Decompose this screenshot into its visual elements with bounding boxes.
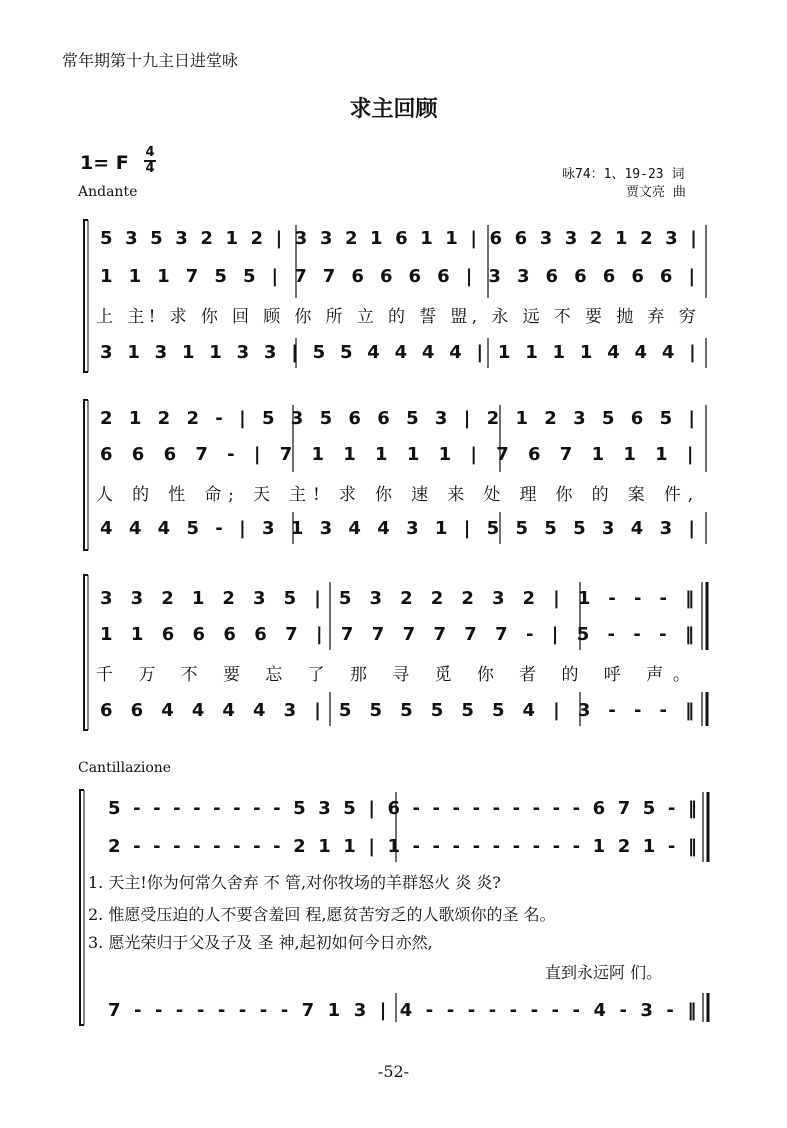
verse-2: 2. 惟愿受压迫的人不要含羞回 程,愿贫苦穷乏的人歌颂你的圣 名。 — [88, 905, 556, 924]
bass-line-2: 4 4 4 5 - | 3 1 3 4 4 3 1 | 5 5 5 5 3 4 3 | — [100, 518, 700, 539]
cantillation-middle-line: 2 - - - - - - - - 2 1 1 | 1 - - - - - - - - - 1 2 1 - ‖ — [108, 836, 700, 857]
lyrics-line-1: 上 主! 求 你 回 顾 你 所 立 的 誓 盟, 永 远 不 要 抛 弃 穷 — [96, 307, 700, 327]
hymn-category-header: 常年期第十九主日进堂咏 — [62, 51, 239, 70]
alto-line-2: 6 6 6 7 - | 7 1 1 1 1 1 | 7 6 7 1 1 1 | — [100, 444, 700, 465]
music-credit: 贾文亮 曲 — [626, 185, 686, 200]
tempo-marking: Andante — [78, 184, 138, 200]
alto-line-1: 1 1 1 7 5 5 | 7 7 6 6 6 6 | 3 3 6 6 6 6 6 | — [100, 266, 700, 287]
alto-line-3: 1 1 6 6 6 6 7 | 7 7 7 7 7 7 - | 5 - - - ‖ — [100, 624, 700, 645]
time-signature-bottom: 4 — [145, 161, 155, 176]
cantillation-upper-line: 5 - - - - - - - - 5 3 5 | 6 - - - - - - - - - 6 7 5 - ‖ — [108, 798, 700, 819]
soprano-line-1: 5 3 5 3 2 1 2 | 3 3 2 1 6 1 1 | 6 6 3 3 2 1 2 3 | — [100, 228, 700, 249]
bass-line-3: 6 6 4 4 4 4 3 | 5 5 5 5 5 5 4 | 3 - - - ‖ — [100, 700, 700, 721]
soprano-line-3: 3 3 2 1 2 3 5 | 5 3 2 2 2 3 2 | 1 - - - ‖ — [100, 588, 700, 609]
lyrics-line-2: 人 的 性 命; 天 主! 求 你 速 来 处 理 你 的 案 件, — [96, 485, 700, 505]
verse-3: 3. 愿光荣归于父及子及 圣 神,起初如何今日亦然, — [88, 933, 433, 952]
key-signature: 1= F — [80, 152, 129, 174]
verse-1: 1. 天主!你为何常久舍弃 不 管,对你牧场的羊群怒火 炎 炎? — [88, 873, 501, 892]
bass-line-1: 3 1 3 1 1 3 3 | 5 5 4 4 4 4 | 1 1 1 1 4 4 4 | — [100, 342, 700, 363]
time-signature-top: 4 — [145, 145, 155, 160]
page-number: -52- — [377, 1062, 410, 1081]
page-title: 求主回顾 — [349, 96, 438, 122]
cantillation-label: Cantillazione — [78, 760, 172, 776]
soprano-line-2: 2 1 2 2 - | 5 3 5 6 6 5 3 | 2 1 2 3 5 6 5 | — [100, 408, 700, 429]
lyrics-line-3: 千 万 不 要 忘 了 那 寻 觅 你 者 的 呼 声。 — [96, 665, 700, 685]
cantillation-lower-line: 7 - - - - - - - - 7 1 3 | 4 - - - - - - - - 4 - 3 - ‖ — [108, 1000, 700, 1021]
doxology-ending: 直到永远阿 们。 — [545, 963, 663, 982]
words-credit: 咏74：1、19-23 词 — [562, 167, 685, 182]
